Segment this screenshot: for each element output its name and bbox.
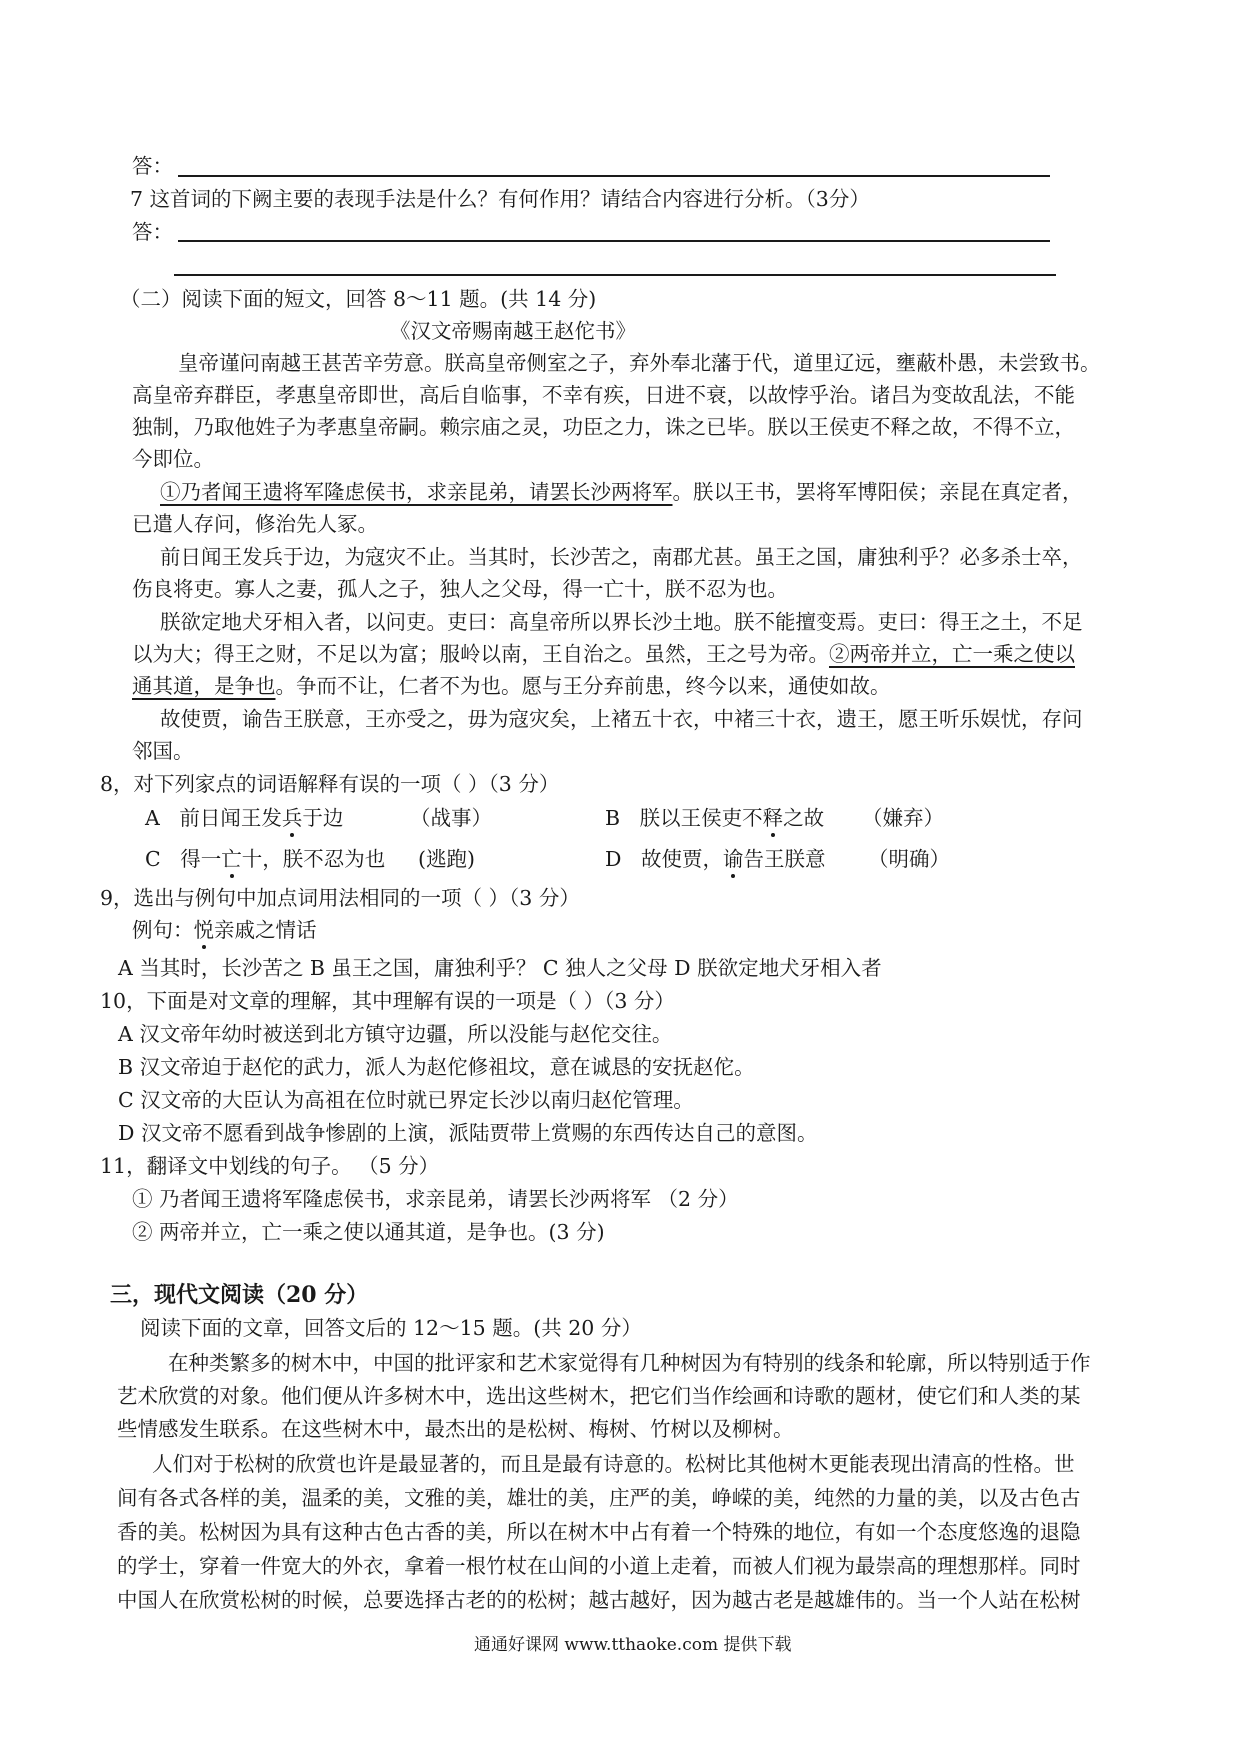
passage-p4-line-2	[132, 641, 1075, 667]
passage-p2-line-1	[160, 479, 1083, 505]
passage-p1-line-4: 今即位。	[132, 447, 214, 471]
article-p2-line-3: 香的美。松树因为具有这种古色古香的美，所以在树木中占有着一个特殊的地位，有如一个态度悠逸的退隐	[117, 1520, 1081, 1544]
section2-heading: （二）阅读下面的短文，回答 8～11 题。(共 14 分)	[120, 287, 597, 311]
passage-p1-line-1: 皇帝谨问南越王甚苦辛劳意。朕高皇帝侧室之子，弃外奉北藩于代，道里辽远，壅蔽朴愚，未尝致书。	[178, 351, 1101, 375]
q7-answer-line-2	[174, 274, 1056, 276]
article-p1-line-3: 些情感发生联系。在这些树木中，最杰出的是松树、梅树、竹树以及柳树。	[117, 1417, 794, 1441]
q10-option-d: D 汉文帝不愿看到战争惨剧的上演，派陆贾带上赏赐的东西传达自己的意图。	[118, 1121, 818, 1145]
underlined-sentence-2-part-1: ②两帝并立，亡一乘之使以	[829, 642, 1075, 666]
q10-stem: 10，下面是对文章的理解，其中理解有误的一项是（ ）（3 分）	[100, 989, 675, 1013]
article-p1-line-2: 艺术欣赏的对象。他们便从许多树木中，选出这些树木，把它们当作绘画和诗歌的题材，使它们和人类的某	[117, 1384, 1081, 1408]
q8-option-d-gloss: （明确）	[868, 847, 950, 871]
q10-option-b: B 汉文帝迫于赵佗的武力，派人为赵佗修祖坟，意在诚恳的安抚赵佗。	[118, 1055, 755, 1079]
article-p2-line-2: 间有各式各样的美，温柔的美，文雅的美，雄壮的美，庄严的美，峥嵘的美，纯然的力量的美，以及古色古	[117, 1486, 1081, 1510]
q8-option-a: A 前日闻王发兵于边	[145, 806, 344, 830]
passage-p5-line-2: 邻国。	[132, 739, 194, 763]
q7-question: 7 这首词的下阙主要的表现手法是什么？有何作用？请结合内容进行分析。（3分）	[130, 187, 870, 211]
passage-p4-line-3	[132, 673, 891, 699]
q8-option-c: C 得一亡十，朕不忍为也	[145, 847, 386, 871]
q11-stem: 11，翻译文中划线的句子。 （5 分）	[100, 1154, 440, 1178]
article-p2-line-4: 的学士，穿着一件宽大的外衣，拿着一根竹杖在山间的小道上走着，而被人们视为最崇高的理想那样。同时	[117, 1554, 1081, 1578]
q8-stem: 8，对下列家点的词语解释有误的一项（ ）（3 分）	[100, 772, 560, 796]
passage-p4-line-1: 朕欲定地犬牙相入者，以问吏。吏曰：高皇帝所以界长沙土地。朕不能擅变焉。吏曰：得王之土，不足	[160, 610, 1083, 634]
passage-title: 《汉文帝赐南越王赵佗书》	[390, 319, 636, 343]
passage-p3-line-2: 伤良将吏。寡人之妻，孤人之子，独人之父母，得一亡十，朕不忍为也。	[132, 577, 788, 601]
q11-item-2: ② 两帝并立，亡一乘之使以通其道，是争也。(3 分)	[132, 1220, 605, 1244]
q9-options: A 当其时，长沙苦之 B 虽王之国，庸独利乎？ C 独人之父母 D 朕欲定地犬牙相入者	[118, 956, 882, 980]
passage-p1-line-2: 高皇帝弃群臣，孝惠皇帝即世，高后自临事，不幸有疾，日进不衰，以故悖乎治。诸吕为变故乱法，不能	[132, 383, 1075, 407]
page-footer: 通通好课网 www.tthaoke.com 提供下载	[474, 1635, 792, 1655]
passage-p2-line-2: 已遣人存问，修治先人冢。	[132, 512, 378, 536]
q7-answer-line-1	[178, 240, 1050, 242]
passage-p3-line-1: 前日闻王发兵于边，为寇灾不止。当其时，长沙苦之，南郡尤甚。虽王之国，庸独利乎？必多杀士卒，	[160, 545, 1083, 569]
q8-option-c-gloss: (逃跑)	[418, 847, 475, 871]
q6-answer-label: 答：	[132, 154, 173, 178]
q8-option-d: D 故使贾，谕告王朕意	[605, 847, 826, 871]
q10-option-a: A 汉文帝年幼时被送到北方镇守边疆，所以没能与赵佗交往。	[118, 1022, 673, 1046]
q8-option-b-gloss: （嫌弃）	[862, 806, 944, 830]
passage-p4-line-2-a: 以为大；得王之财，不足以为富；服岭以南，王自治之。虽然，王之号为帝。	[132, 642, 829, 666]
article-p2-line-5: 中国人在欣赏松树的时候，总要选择古老的的松树；越古越好，因为越古老是越雄伟的。当一个人站在松树	[117, 1588, 1081, 1612]
underlined-sentence-1: ①乃者闻王遗将军隆虑侯书，求亲昆弟，请罢长沙两将军	[160, 480, 673, 504]
q11-item-1: ① 乃者闻王遗将军隆虑侯书，求亲昆弟，请罢长沙两将军 （2 分）	[132, 1187, 739, 1211]
passage-p5-line-1: 故使贾，谕告王朕意，王亦受之，毋为寇灾矣，上褚五十衣，中褚三十衣，遗王，愿王听乐娱忧，存问	[160, 707, 1083, 731]
underlined-sentence-2-part-2: 通其道，是争也	[132, 674, 276, 698]
q6-answer-line	[178, 175, 1050, 177]
section3-heading: 三，现代文阅读（20 分）	[110, 1282, 369, 1308]
q8-option-a-gloss: （战事）	[410, 806, 492, 830]
article-p1-line-1: 在种类繁多的树木中，中国的批评家和艺术家觉得有几种树因为有特别的线条和轮廓，所以特别适于作	[168, 1351, 1091, 1375]
passage-p2-rest: 。朕以王书，罢将军博阳侯；亲昆在真定者，	[672, 480, 1083, 504]
q7-answer-label: 答：	[132, 220, 173, 244]
passage-p4-line-3-b: 。争而不让，仁者不为也。愿与王分弃前患，终今以来，通使如故。	[275, 674, 891, 698]
section3-intro: 阅读下面的文章，回答文后的 12～15 题。(共 20 分）	[140, 1316, 642, 1340]
q10-option-c: C 汉文帝的大臣认为高祖在位时就已界定长沙以南归赵佗管理。	[118, 1088, 694, 1112]
passage-p1-line-3: 独制，乃取他姓子为孝惠皇帝嗣。赖宗庙之灵，功臣之力，诛之已毕。朕以王侯吏不释之故，不得不立，	[132, 415, 1075, 439]
q8-option-b: B 朕以王侯吏不释之故	[605, 806, 825, 830]
q9-example: 例句：悦亲戚之情话	[132, 918, 317, 942]
article-p2-line-1: 人们对于松树的欣赏也许是最显著的，而且是最有诗意的。松树比其他树木更能表现出清高的性格。世	[152, 1452, 1075, 1476]
q9-stem: 9，选出与例句中加点词用法相同的一项（ ）（3 分）	[100, 886, 580, 910]
